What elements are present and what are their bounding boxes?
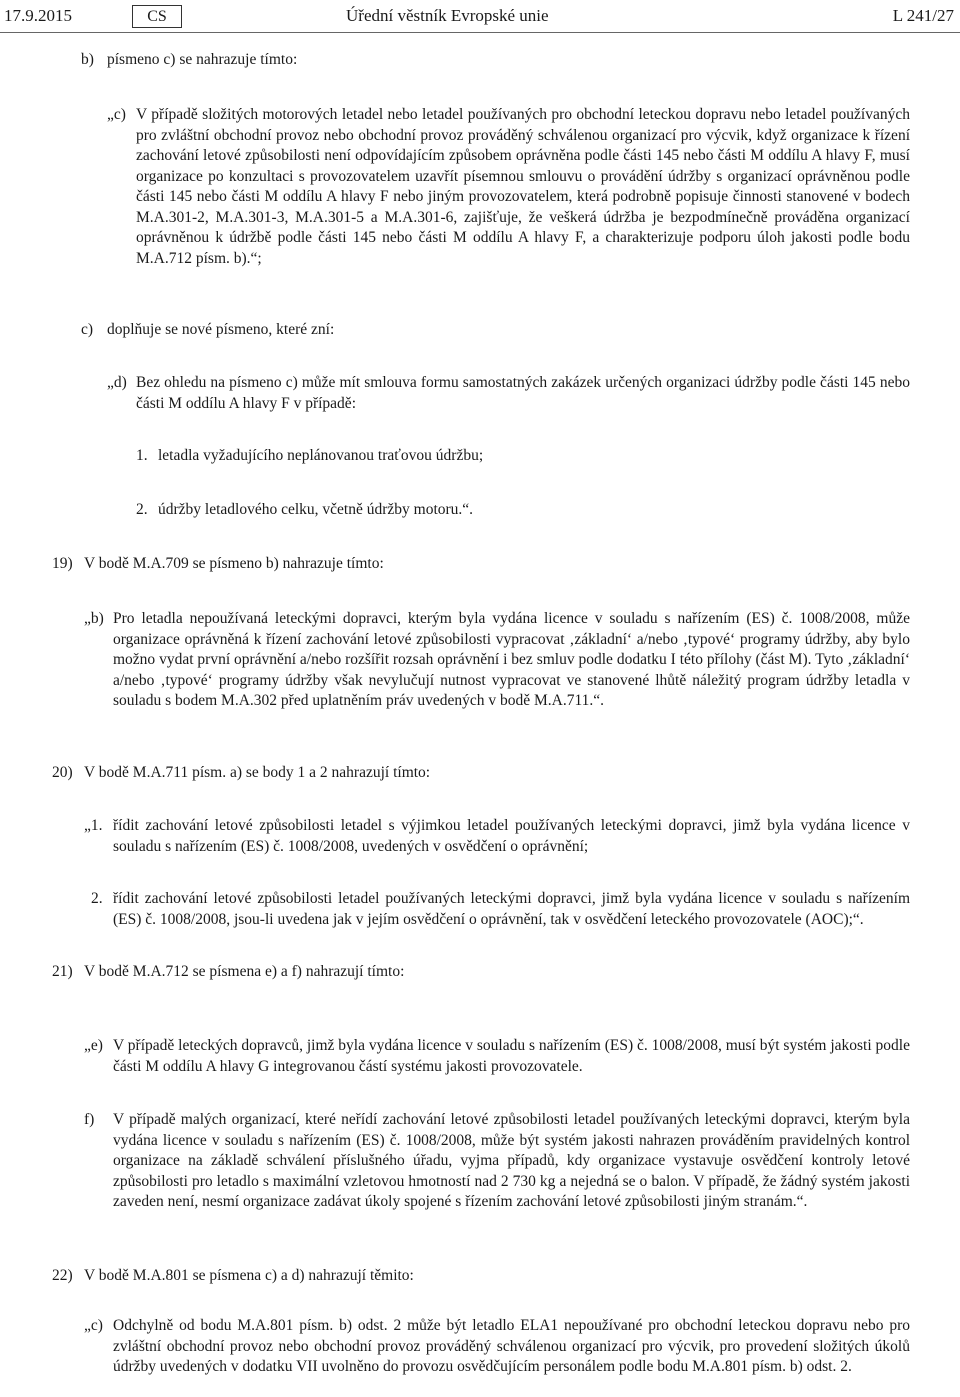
- item-21-intro: V bodě M.A.712 se písmena e) a f) nahrazují tímto:: [84, 963, 405, 980]
- item-21-e-label: „e): [84, 1037, 103, 1054]
- item-c-quote-text: Bez ohledu na písmeno c) může mít smlouva formu samostatných zakázek určených organizaci údržby podle části 145 nebo části M oddílu A hlavy F v případě:: [136, 374, 910, 412]
- item-19-quote-label: „b): [84, 610, 104, 627]
- item-c-label: c): [81, 321, 94, 338]
- item-22-c-label: „c): [84, 1317, 103, 1334]
- item-c-intro: doplňuje se nové písmeno, které zní:: [107, 321, 335, 338]
- item-20-label: 20): [52, 764, 73, 781]
- item-21-f-label: f): [84, 1111, 95, 1128]
- item-21-label: 21): [52, 963, 73, 980]
- item-b-quote-label: „c): [107, 106, 126, 123]
- item-c-quote-label: „d): [107, 374, 127, 391]
- item-20-sub1-label: „1.: [84, 817, 103, 834]
- item-19-quote-text: Pro letadla nepoužívaná leteckými dopravci, kterým byla vydána licence v souladu s nařízením (ES) č. 1008/2008, může organizace oprávněná k řízení zachování letové způsobilosti vypracovat ‚základní‘ a/nebo ‚typové‘ programy údržby, aby bylo možno vydat první oprávnění a/nebo rozšířit rozsah oprávnění i bez smluv podle dodatku I této přílohy (část M). Tyto ‚základní‘ a/nebo ‚typové‘ programy údržby však nevylučují nutnost vypracovat ve stanovené lhůtě náležitý program údržby letadla v souladu s bodem M.A.302 před uplatněním práv uvedených v bodě M.A.711.“.: [113, 610, 910, 709]
- item-21-e-text: V případě leteckých dopravců, jimž byla vydána licence v souladu s nařízením (ES) č. 1008/2008, musí být systém jakosti podle části M oddílu A hlavy G integrovanou částí systému jakosti provozovatele.: [113, 1037, 910, 1075]
- journal-title: Úřední věstník Evropské unie: [346, 6, 549, 25]
- language-badge: CS: [132, 5, 182, 28]
- item-20-sub1-text: řídit zachování letové způsobilosti letadel s výjimkou letadel používaných leteckými dopravci, jimž byla vydána licence v souladu s nařízením (ES) č. 1008/2008, uvedených v osvědčení o oprávnění;: [113, 817, 910, 855]
- item-19-label: 19): [52, 555, 73, 572]
- item-b-intro: písmeno c) se nahrazuje tímto:: [107, 51, 298, 68]
- item-22-c-text: Odchylně od bodu M.A.801 písm. b) odst. 2 může být letadlo ELA1 nepoužívané pro obchodní leteckou dopravu nebo pro zvláštní obchodní provoz nebo obchodní provoz prováděný schválenou organizací pro výcvik, pro provedení složitých úkolů údržby uvedených v dodatku VII uvolněno do provozu osvědčujícím personálem podle bodu M.A.801 písm. b) odst. 2.: [113, 1317, 910, 1375]
- item-c-sub2-text: údržby letadlového celku, včetně údržby motoru.“.: [158, 501, 474, 518]
- item-c-sub1-label: 1.: [136, 447, 148, 464]
- page-header: [0, 2, 960, 32]
- item-20-sub2-label: 2.: [91, 890, 103, 907]
- item-20-intro: V bodě M.A.711 písm. a) se body 1 a 2 nahrazují tímto:: [84, 764, 431, 781]
- header-divider: [0, 32, 960, 33]
- item-21-f-text: V případě malých organizací, které neřídí zachování letové způsobilosti letadel používaných leteckými dopravci, kterým byla vydána licence v souladu s nařízením (ES) č. 1008/2008, může být systém jakosti nahrazen prováděním pravidelných kontrol organizace na základě schválení příslušného úřadu, vyjma případů, kdy organizace vystavuje osvědčení kontroly letové způsobilosti pro letadlo s maximální vzletovou hmotností nad 2 730 kg a nejedná se o balon. V případě, že žádný systém jakosti zaveden není, nesmí organizace zadávat úkoly spojené s řízením zachování letové způsobilosti jiným stranám.“.: [113, 1111, 910, 1210]
- item-20-sub2-text: řídit zachování letové způsobilosti letadel používaných leteckými dopravci, jimž byla vydána licence v souladu s nařízením (ES) č. 1008/2008, jsou-li uvedena jak v jejím osvědčení o oprávnění, tak v osvědčení leteckého provozovatele (AOC);“.: [113, 890, 910, 928]
- item-c-sub2-label: 2.: [136, 501, 148, 518]
- item-c-sub1-text: letadla vyžadujícího neplánovanou traťovou údržbu;: [158, 447, 484, 464]
- item-b-label: b): [81, 51, 94, 68]
- item-b-quote-text: V případě složitých motorových letadel nebo letadel používaných pro obchodní leteckou dopravu nebo letadel používaných pro zvláštní obchodní provoz nebo obchodní provoz prováděný schválenou organizací pro výcvik, když organizace k řízení zachování letové způsobilosti není odpovídajícím způsobem oprávněna podle části 145 nebo části M oddílu A hlavy F, musí organizace po konzultaci s provozovatelem uzavřít písemnou smlouvu o provádění údržby s organizací oprávněnou podle části 145 nebo části M oddílu A hlavy F nebo jiným provozovatelem, která podrobně popisuje činnosti stanovené v bodech M.A.301-2, M.A.301-3, M.A.301-5 a M.A.301-6, zajišťuje, že veškerá údržba je bezpodmínečně prováděna organizací oprávněnou k údržbě podle části 145 nebo části M oddílu A hlavy F, a charakterizuje podporu úloh jakosti podle bodu M.A.712 písm. b).“;: [136, 106, 910, 267]
- item-22-label: 22): [52, 1267, 73, 1284]
- publication-date: 17.9.2015: [4, 6, 72, 25]
- page-number: L 241/27: [892, 6, 954, 25]
- item-19-intro: V bodě M.A.709 se písmeno b) nahrazuje tímto:: [84, 555, 384, 572]
- item-22-intro: V bodě M.A.801 se písmena c) a d) nahrazují těmito:: [84, 1267, 414, 1284]
